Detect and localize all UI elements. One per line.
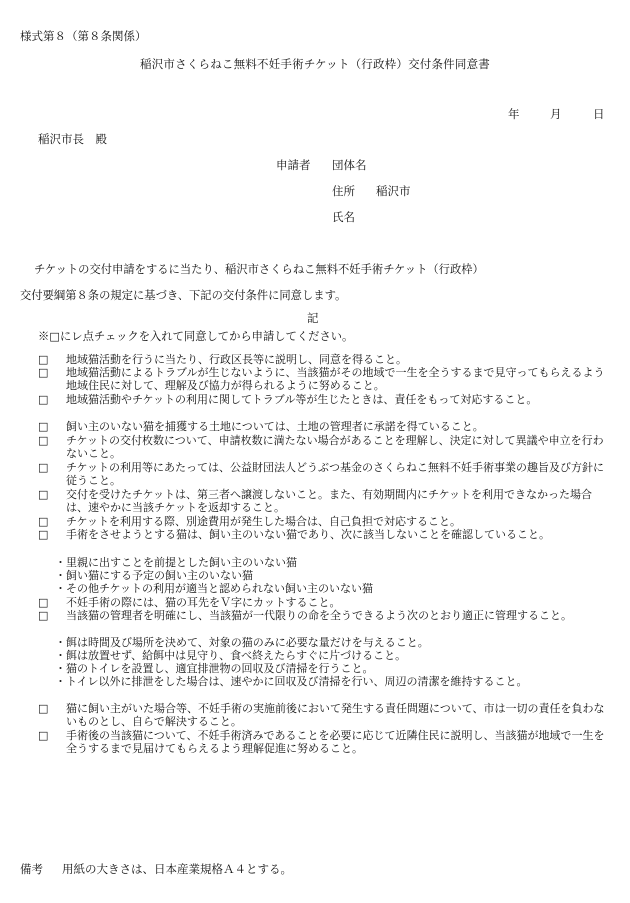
applicant-label: 申請者 (276, 158, 311, 172)
condition-item (38, 729, 608, 755)
condition-item (38, 528, 608, 541)
bullet-mark: ・ (55, 662, 66, 675)
condition-item (38, 515, 608, 528)
condition-item (38, 420, 608, 433)
condition-text: 交付を受けたチケットは、第三者へ譲渡しないこと。また、有効期間内にチケットを利用できなかった場合は、速やかに当該チケットを返却すること。 (66, 488, 593, 514)
sub-list-item (55, 675, 607, 688)
sub-list-item (55, 556, 607, 569)
bullet-mark: ・ (55, 556, 66, 569)
intro-line-2: 交付要綱第８条の規定に基づき、下記の交付条件に同意します。 (20, 289, 347, 302)
condition-checkbox[interactable]: □ (38, 729, 49, 742)
bullet-mark: ・ (55, 582, 66, 595)
condition-item (38, 596, 608, 609)
sub-list-item (55, 569, 607, 582)
org-name-label: 団体名 (332, 158, 367, 172)
condition-checkbox[interactable]: □ (38, 353, 49, 366)
condition-text: 手術後の当該猫について、不妊手術済みであることを必要に応じて近隣住民に説明し、当該猫が地域で一生を全うするまで見届けてもらえるよう理解促進に努めること。 (66, 729, 605, 755)
sub-list-item (55, 582, 607, 595)
condition-text: 地域猫活動やチケットの利用に関してトラブル等が生じたときは、責任をもって対応すること。 (66, 393, 538, 406)
condition-text: 手術をさせようとする猫は、飼い主のいない猫であり、次に該当しないことを確認していること。 (66, 528, 550, 541)
condition-text: 不妊手術の際には、猫の耳先をＶ字にカットすること。 (66, 596, 341, 609)
form-number: 様式第８（第８条関係） (20, 29, 147, 43)
condition-checkbox[interactable]: □ (38, 488, 49, 501)
intro-line-1: チケットの交付申請をするに当たり、稲沢市さくらねこ無料不妊手術チケット（行政枠） (34, 263, 484, 276)
date-day-label: 日 (593, 107, 605, 121)
condition-checkbox[interactable]: □ (38, 461, 49, 474)
condition-item (38, 434, 608, 460)
bullet-mark: ・ (55, 675, 66, 688)
sub-list-text: 餌は時間及び場所を決めて、対象の猫のみに必要な量だけを与えること。 (66, 636, 429, 649)
condition-checkbox[interactable]: □ (38, 420, 49, 433)
sub-list-item (55, 662, 607, 675)
sub-list-item (55, 636, 607, 649)
condition-text: 飼い主のいない猫を捕獲する土地については、土地の管理者に承諾を得ていること。 (66, 420, 484, 433)
sub-list-text: その他チケットの利用が適当と認められない飼い主のいない猫 (66, 582, 374, 595)
condition-text: 地域猫活動によるトラブルが生じないように、当該猫がその地域で一生を全うするまで見守ってもらえるよう地域住民に対して、理解及び協力が得られるように努めること。 (66, 366, 605, 392)
bullet-mark: ・ (55, 649, 66, 662)
checkbox-instruction: ※□にレ点チェックを入れて同意してから申請してください。 (38, 330, 354, 343)
ki-heading: 記 (307, 311, 319, 325)
address-value: 稲沢市 (376, 184, 411, 198)
condition-text: 当該猫の管理者を明確にし、当該猫が一代限りの命を全うできるよう次のとおり適正に管理すること。 (66, 609, 572, 622)
condition-checkbox[interactable]: □ (38, 515, 49, 528)
sub-list-item (55, 649, 607, 662)
addressee: 稲沢市長 殿 (38, 132, 107, 146)
sub-list-text: 飼い猫にする予定の飼い主のいない猫 (66, 569, 253, 582)
date-month-label: 月 (550, 107, 562, 121)
condition-text: チケットを利用する際、別途費用が発生した場合は、自己負担で対応すること。 (66, 515, 462, 528)
condition-item (38, 488, 608, 514)
sub-list-text: 猫のトイレを設置し、適宜排泄物の回収及び清掃を行うこと。 (66, 662, 374, 675)
condition-item (38, 609, 608, 622)
sub-list-text: トイレ以外に排泄をした場合は、速やかに回収及び清掃を行い、周辺の清潔を維持すること。 (66, 675, 528, 688)
condition-checkbox[interactable]: □ (38, 393, 49, 406)
sub-list-text: 餌は放置せず、給餌中は見守り、食べ終えたらすぐに片づけること。 (66, 649, 407, 662)
condition-text: チケットの利用等にあたっては、公益財団法人どうぶつ基金のさくらねこ無料不妊手術事業の趣旨及び方針に従うこと。 (66, 461, 605, 487)
condition-item (38, 393, 608, 406)
name-label: 氏名 (332, 210, 355, 224)
sub-list-text: 里親に出すことを前提とした飼い主のいない猫 (66, 556, 297, 569)
condition-item (38, 366, 608, 392)
bullet-mark: ・ (55, 636, 66, 649)
date-year-label: 年 (508, 107, 520, 121)
remarks-label: 備考 (20, 862, 43, 876)
condition-checkbox[interactable]: □ (38, 528, 49, 541)
condition-text: 地域猫活動を行うに当たり、行政区長等に説明し、同意を得ること。 (66, 353, 407, 366)
remarks-text: 用紙の大きさは、日本産業規格Ａ４とする。 (62, 862, 292, 876)
condition-checkbox[interactable]: □ (38, 609, 49, 622)
condition-item (38, 353, 608, 366)
address-label: 住所 (332, 184, 355, 198)
condition-checkbox[interactable]: □ (38, 596, 49, 609)
condition-item (38, 702, 608, 728)
bullet-mark: ・ (55, 569, 66, 582)
condition-text: 猫に飼い主がいた場合等、不妊手術の実施前後において発生する責任問題について、市は一切の責任を負わないものとし、自らで解決すること。 (66, 702, 605, 728)
condition-checkbox[interactable]: □ (38, 702, 49, 715)
condition-checkbox[interactable]: □ (38, 434, 49, 447)
condition-text: チケットの交付枚数について、申請枚数に満たない場合があることを理解し、決定に対して異議や申立を行わないこと。 (66, 434, 604, 460)
document-title: 稲沢市さくらねこ無料不妊手術チケット（行政枠）交付条件同意書 (140, 57, 490, 71)
condition-item (38, 461, 608, 487)
condition-checkbox[interactable]: □ (38, 366, 49, 379)
